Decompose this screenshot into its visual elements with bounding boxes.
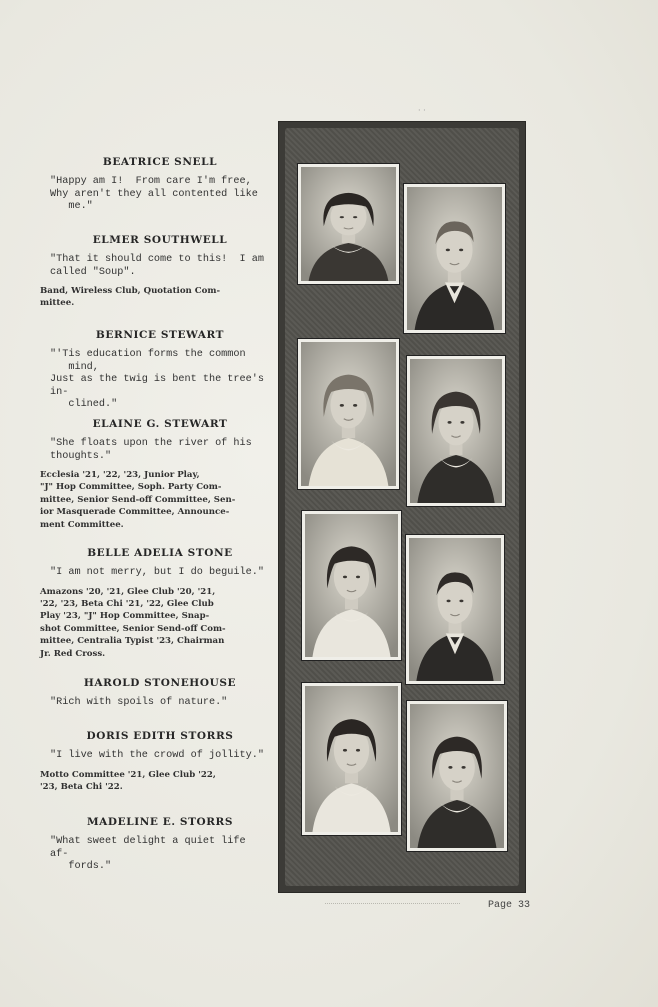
senior-name: BELLE ADELIA STONE — [87, 547, 233, 559]
senior-entry — [40, 418, 266, 531]
senior-activities: Amazons '20, '21, Glee Club '20, '21, '22, '23, Beta Chi '21, '22, Glee Club Play '23, "J" Hop Committee, Snap- shot Committee, Senior Send-off Com- mittee, Centralia Typist '23, Chairman Jr. Red Cross. — [40, 586, 226, 659]
senior-entry — [40, 234, 266, 310]
senior-name: ELMER SOUTHWELL — [92, 234, 228, 246]
senior-name: ELAINE G. STEWART — [92, 418, 228, 430]
senior-quote: "Happy am I! From care I'm free, Why aren't they all contented like me." — [50, 176, 258, 212]
senior-activities: Ecclesia '21, '22, '23, Junior Play, "J" Hop Committee, Soph. Party Com- mittee, Senior Send-off Committee, Sen- ior Masquerade Committee, Announce- ment Committee. — [40, 470, 236, 530]
senior-entry — [40, 156, 266, 220]
portrait-photo — [298, 164, 399, 284]
portrait-photo — [302, 511, 401, 660]
senior-activities: Band, Wireless Club, Quotation Com- mittee. — [40, 286, 221, 309]
portrait-photo — [302, 683, 401, 835]
senior-quote: "'Tis education forms the common mind, Just as the twig is bent the tree's in- clined." — [50, 349, 264, 410]
senior-name: BEATRICE SNELL — [102, 156, 218, 168]
senior-quote: "I live with the crowd of jollity." — [50, 750, 264, 761]
senior-entry — [40, 329, 266, 418]
senior-entry — [40, 677, 266, 716]
senior-activities: Motto Committee '21, Glee Club '22, '23, Beta Chi '22. — [40, 769, 216, 792]
senior-entry — [40, 547, 266, 660]
portrait-photo — [404, 184, 505, 333]
senior-quote: "Rich with spoils of nature." — [50, 697, 228, 708]
portrait-photo — [298, 339, 399, 489]
page-speck: · · — [418, 106, 426, 115]
senior-quote: "She floats upon the river of his thoughts." — [50, 438, 252, 462]
senior-quote: "What sweet delight a quiet life af- fords." — [50, 836, 246, 872]
portrait-photo — [406, 535, 504, 684]
portrait-photo — [407, 356, 505, 506]
page-number: Page 33 — [487, 900, 530, 911]
senior-entry — [40, 816, 266, 880]
senior-quote: "I am not merry, but I do beguile." — [50, 567, 264, 578]
senior-name: BERNICE STEWART — [95, 329, 225, 341]
portrait-photo — [407, 701, 507, 851]
senior-name: HAROLD STONEHOUSE — [83, 677, 237, 689]
senior-name: DORIS EDITH STORRS — [86, 730, 234, 742]
senior-entry — [40, 730, 266, 793]
senior-name: MADELINE E. STORRS — [86, 816, 234, 828]
senior-quote: "That it should come to this! I am called "Soup". — [50, 254, 264, 278]
photo-panel — [278, 121, 526, 893]
footer-rule — [325, 903, 460, 904]
